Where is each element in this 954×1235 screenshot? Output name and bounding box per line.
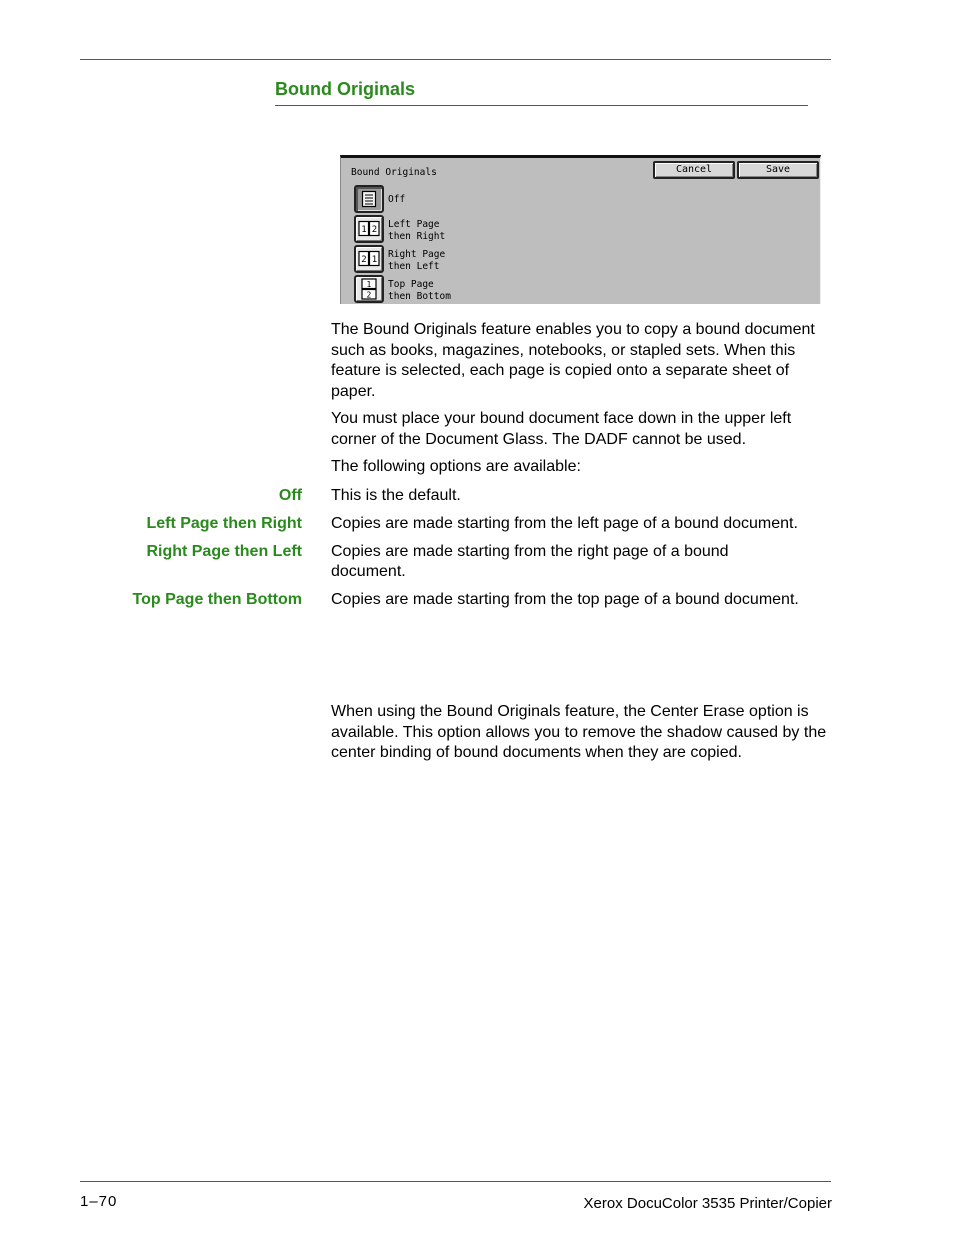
cancel-button[interactable]: Cancel (653, 161, 735, 179)
page-number: 1–70 (80, 1193, 118, 1210)
term-off: Off (278, 487, 302, 504)
option-left-then-right-label: Left Page then Right (388, 219, 446, 242)
svg-text:2: 2 (366, 290, 372, 300)
term-left-page-then-right: Left Page then Right (146, 515, 302, 532)
title-rule (275, 105, 808, 106)
option-left-then-right-button[interactable] (354, 215, 384, 243)
svg-text:1: 1 (361, 225, 367, 235)
option-off-button[interactable] (354, 185, 384, 213)
option-right-then-left-button[interactable] (354, 245, 384, 273)
book-top-bottom-icon (359, 278, 379, 300)
product-name: Xerox DocuColor 3535 Printer/Copier (583, 1195, 832, 1212)
svg-text:2: 2 (371, 225, 378, 235)
intro-paragraph: The Bound Originals feature enables you to copy a bound document such as books, magazines, notebooks, or stapled sets. When this feature is selected, each page is copied onto a separate sheet of paper. (331, 321, 815, 400)
svg-text:1: 1 (371, 255, 378, 265)
screen-title: Bound Originals (351, 167, 437, 178)
svg-text:2: 2 (361, 255, 367, 265)
bound-originals-screen (340, 155, 821, 304)
single-page-icon (361, 190, 377, 208)
desc-left-page-then-right: Copies are made starting from the left page of a bound document. (331, 515, 798, 532)
top-rule (80, 59, 831, 60)
desc-off: This is the default. (331, 487, 461, 504)
placement-paragraph: You must place your bound document face down in the upper left corner of the Document Glass. The DADF cannot be used. (331, 410, 792, 448)
save-button[interactable]: Save (737, 161, 819, 179)
center-erase-paragraph: When using the Bound Originals feature, the Center Erase option is available. This option allows you to remove the shadow caused by the center binding of bound documents when they are copied. (331, 703, 827, 761)
book-1-2-icon (358, 220, 380, 238)
book-2-1-icon (358, 250, 380, 268)
desc-top-page-then-bottom: Copies are made starting from the top page of a bound document. (331, 591, 799, 608)
option-top-then-bottom-label: Top Page then Bottom (388, 279, 451, 302)
option-off-label: Off (388, 194, 406, 205)
desc-right-page-then-left: Copies are made starting from the right page of a bound document. (331, 543, 729, 580)
term-top-page-then-bottom: Top Page then Bottom (132, 591, 302, 608)
options-intro: The following options are available: (331, 458, 581, 475)
option-top-then-bottom-button[interactable] (354, 275, 384, 303)
svg-text:1: 1 (366, 280, 372, 289)
option-right-then-left-label: Right Page then Left (388, 249, 446, 272)
section-title: Bound Originals (275, 79, 416, 99)
term-right-page-then-left: Right Page then Left (146, 543, 302, 560)
footer-rule (80, 1181, 831, 1182)
